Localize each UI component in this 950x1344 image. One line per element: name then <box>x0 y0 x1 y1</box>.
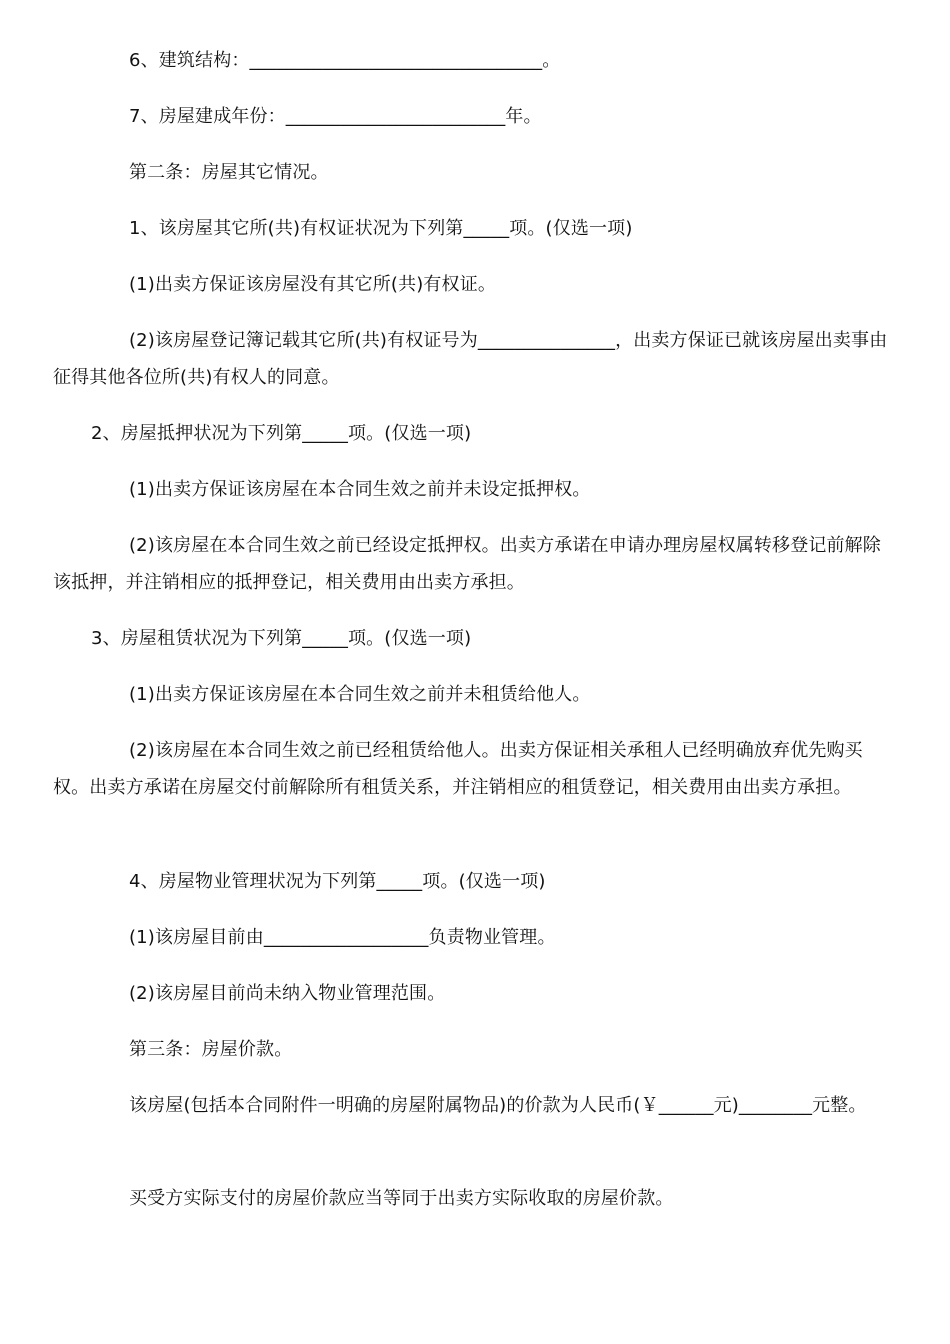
ownership-option-2: (2)该房屋登记簿记载其它所(共)有权证号为_______________，出卖方保证已就该房屋出卖事由征得其他各位所(共)有权人的同意。 <box>53 330 888 388</box>
article-2-heading: 第二条：房屋其它情况。 <box>129 162 329 183</box>
lease-option-2: (2)该房屋在本合同生效之前已经租赁给他人。出卖方保证相关承租人已经明确放弃优先购买权。出卖方承诺在房屋交付前解除所有租赁关系，并注销相应的租赁登记，相关费用由出卖方承担。 <box>53 740 863 798</box>
clause-construction-year: 7、房屋建成年份：________________________年。 <box>129 106 542 127</box>
clause-lease: 3、房屋租赁状况为下列第_____项。(仅选一项) <box>91 628 472 649</box>
clause-property-mgmt: 4、房屋物业管理状况为下列第_____项。(仅选一项) <box>129 871 546 892</box>
article-3-heading: 第三条：房屋价款。 <box>129 1039 293 1060</box>
lease-option-1: (1)出卖方保证该房屋在本合同生效之前并未租赁给他人。 <box>129 684 591 705</box>
property-mgmt-option-1: (1)该房屋目前由__________________负责物业管理。 <box>129 927 556 948</box>
property-mgmt-option-2: (2)该房屋目前尚未纳入物业管理范围。 <box>129 983 446 1004</box>
clause-building-structure: 6、建筑结构：________________________________。 <box>129 50 561 71</box>
mortgage-option-1: (1)出卖方保证该房屋在本合同生效之前并未设定抵押权。 <box>129 479 591 500</box>
mortgage-option-2: (2)该房屋在本合同生效之前已经设定抵押权。出卖方承诺在申请办理房屋权属转移登记前解除该抵押，并注销相应的抵押登记，相关费用由出卖方承担。 <box>53 535 881 593</box>
clause-mortgage: 2、房屋抵押状况为下列第_____项。(仅选一项) <box>91 423 472 444</box>
clause-payment-equal: 买受方实际支付的房屋价款应当等同于出卖方实际收取的房屋价款。 <box>129 1188 674 1209</box>
ownership-option-1: (1)出卖方保证该房屋没有其它所(共)有权证。 <box>129 274 496 295</box>
clause-ownership-cert: 1、该房屋其它所(共)有权证状况为下列第_____项。(仅选一项) <box>129 218 633 239</box>
clause-price: 该房屋(包括本合同附件一明确的房屋附属物品)的价款为人民币(￥______元)________元整。 <box>129 1095 867 1116</box>
